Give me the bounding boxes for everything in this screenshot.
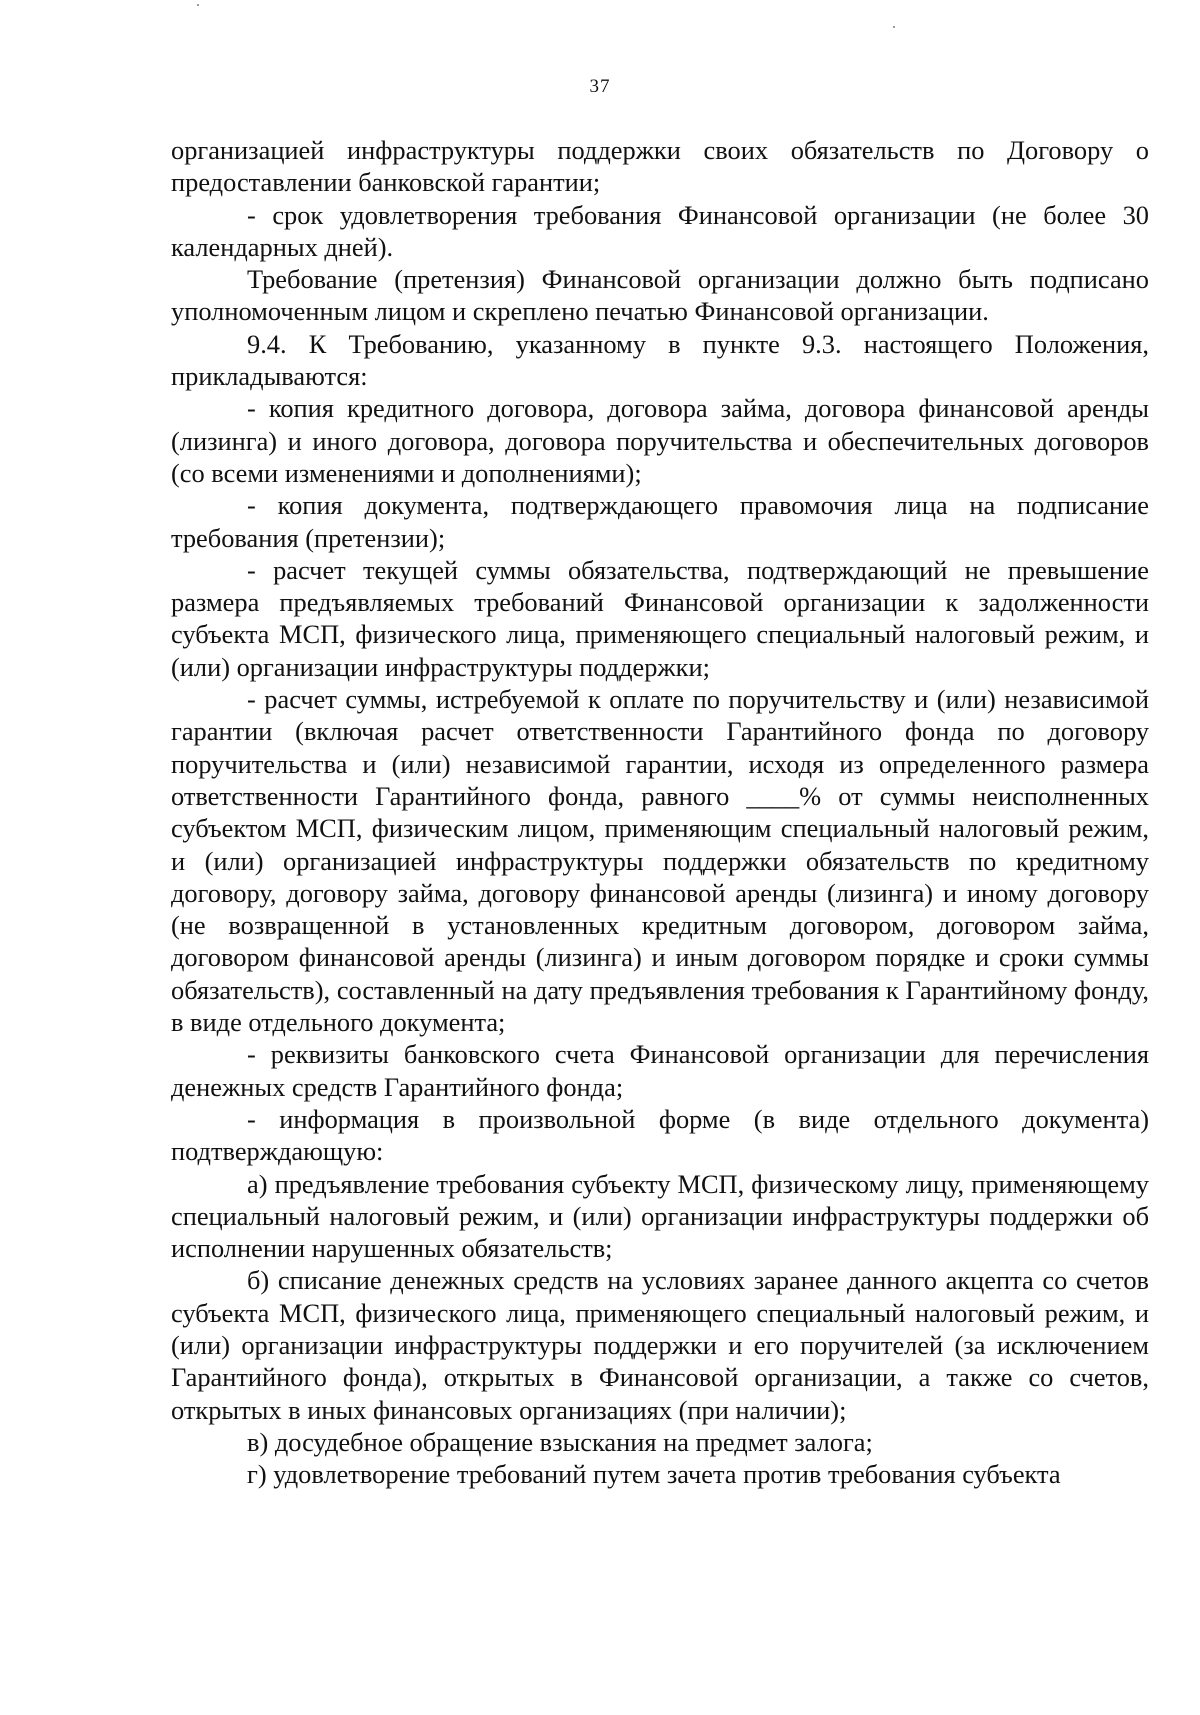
page-number: 37 bbox=[589, 76, 611, 97]
paragraph-9-4-heading: 9.4. К Требованию, указанному в пункте 9.3. настоящего Положения, прикладываются: bbox=[171, 328, 1149, 392]
scan-speck bbox=[197, 4, 199, 6]
sub-item-a: а) предъявление требования субъекту МСП, физическому лицу, применяющему специальный налоговый режим, и (или) организации инфраструктуры поддержки об исполнении нарушенных обязательств; bbox=[171, 1168, 1149, 1264]
list-item-credit-agreement-copy: - копия кредитного договора, договора займа, договора финансовой аренды (лизинга) и иного договора, договора поручительства и обеспечительных договоров (со всеми изменениями и дополнениями); bbox=[171, 393, 1149, 488]
scan-speck bbox=[893, 26, 895, 28]
list-item-obligation-calculation: - расчет текущей суммы обязательства, подтверждающий не превышение размера предъявляемых требований Финансовой организации к задолженности субъекта МСП, физического лица, применяющего специальный налоговый режим, и (или) организации инфраструктуры поддержки; bbox=[171, 554, 1149, 682]
sub-item-g: г) удовлетворение требований путем зачета против требования субъекта bbox=[247, 1459, 1061, 1490]
paragraph-satisfaction-term: - срок удовлетворения требования Финансовой организации (не более 30 календарных дней). bbox=[171, 199, 1149, 262]
paragraph-claim-signature: Требование (претензия) Финансовой организации должно быть подписано уполномоченным лицом и скреплено печатью Финансовой организации. bbox=[171, 264, 1149, 327]
sub-item-v: в) досудебное обращение взыскания на предмет залога; bbox=[247, 1426, 873, 1457]
sub-item-b: б) списание денежных средств на условиях заранее данного акцепта со счетов субъекта МСП, физического лица, применяющего специальный налоговый режим, и (или) организации инфраструктуры поддержки и его поручителей (за исключением Гарантийного фонда), открытых в Финансовой организации, а также со счетов, открытых в иных финансовых организациях (при наличии); bbox=[171, 1265, 1149, 1425]
list-item-authority-document-copy: - копия документа, подтверждающего правомочия лица на подписание требования (претензии); bbox=[171, 490, 1149, 553]
list-item-payment-calculation: - расчет суммы, истребуемой к оплате по поручительству и (или) независимой гарантии (включая расчет ответственности Гарантийного фонда по договору поручительства и (или) независимой гарантии, исходя из определенного размера ответственности Гарантийного фонда, равного ____% от суммы неисполненных субъектом МСП, физическим лицом, применяющим специальный налоговый режим, и (или) организацией инфраструктуры поддержки обязательств по кредитному договору, договору займа, договору финансовой аренды (лизинга) и иному договору (не возвращенной в установленных кредитным договором, договором займа, договором финансовой аренды (лизинга) и иным договором порядке и сроки суммы обязательств), составленный на дату предъявления требования к Гарантийному фонду, в виде отдельного документа; bbox=[171, 684, 1149, 1038]
paragraph-continuation: организацией инфраструктуры поддержки своих обязательств по Договору о предоставлении банковской гарантии; bbox=[171, 135, 1149, 198]
list-item-information-statement: - информация в произвольной форме (в виде отдельного документа) подтверждающую: bbox=[171, 1103, 1149, 1167]
list-item-bank-details: - реквизиты банковского счета Финансовой организации для перечисления денежных средств Гарантийного фонда; bbox=[171, 1039, 1149, 1102]
document-body bbox=[171, 134, 1149, 1490]
